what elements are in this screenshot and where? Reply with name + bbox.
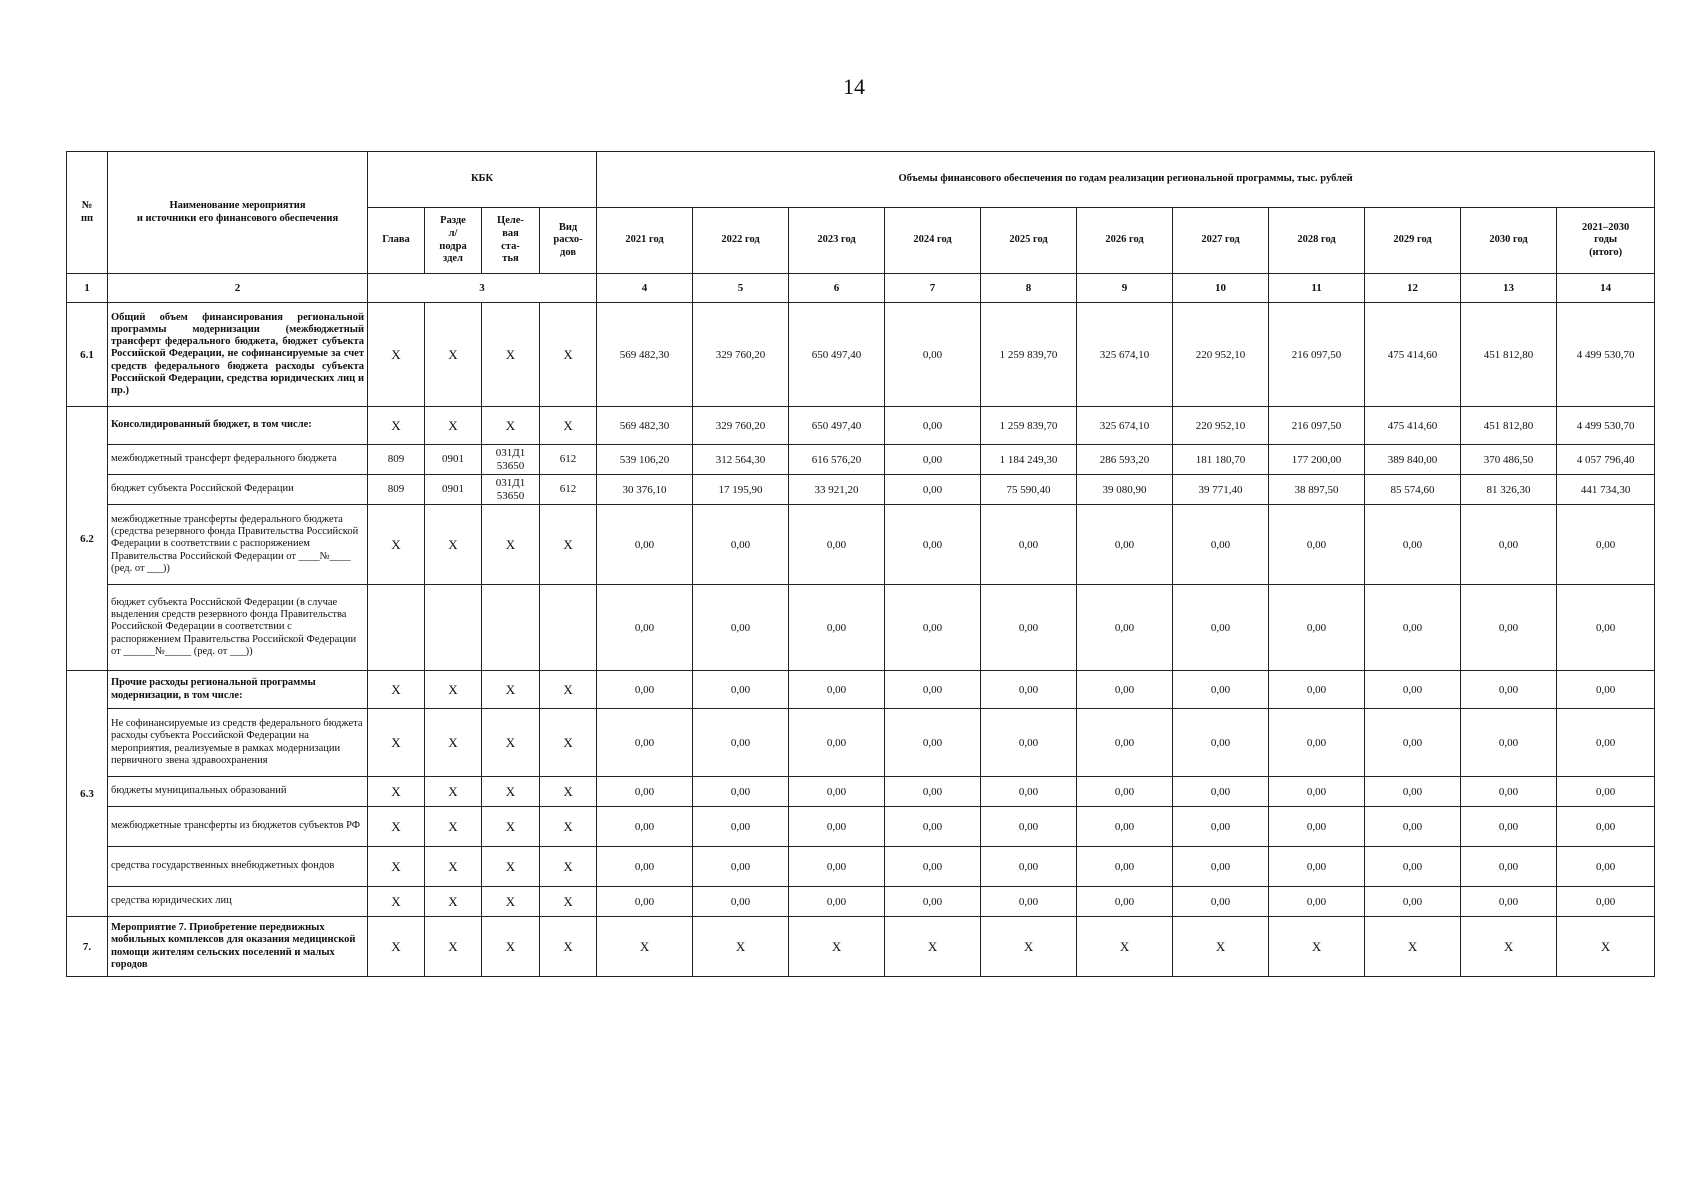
value-total: 0,00 bbox=[1557, 847, 1655, 887]
column-number: 6 bbox=[789, 274, 885, 303]
value-year: 0,00 bbox=[1461, 709, 1557, 777]
table-row bbox=[67, 807, 1655, 847]
row-name: средства государственных внебюджетных фондов bbox=[108, 847, 368, 887]
column-numbers-row bbox=[67, 274, 1655, 303]
value-year: 0,00 bbox=[789, 585, 885, 671]
header-vid: Вид расхо- дов bbox=[540, 208, 597, 274]
kbk-tselevaya: 031Д1 53650 bbox=[482, 475, 540, 505]
row-name: межбюджетные трансферты федерального бюджета (средства резервного фонда Правительства Российской Федерации в соответствии с распоряжением Правительства Российской Федерации от ____№____ (ред. от ___)) bbox=[108, 505, 368, 585]
value-year: 0,00 bbox=[1077, 807, 1173, 847]
value-year: 569 482,30 bbox=[597, 407, 693, 445]
column-number: 12 bbox=[1365, 274, 1461, 303]
column-number: 9 bbox=[1077, 274, 1173, 303]
kbk-glava: X bbox=[368, 303, 425, 407]
table-row bbox=[67, 847, 1655, 887]
value-year: 0,00 bbox=[1269, 807, 1365, 847]
value-year: 39 080,90 bbox=[1077, 475, 1173, 505]
value-year: 0,00 bbox=[1173, 709, 1269, 777]
value-total: 4 057 796,40 bbox=[1557, 445, 1655, 475]
value-year: 0,00 bbox=[1365, 585, 1461, 671]
value-year: 451 812,80 bbox=[1461, 407, 1557, 445]
value-year: X bbox=[1077, 917, 1173, 977]
kbk-vid: X bbox=[540, 887, 597, 917]
value-year: 220 952,10 bbox=[1173, 407, 1269, 445]
value-year: 0,00 bbox=[1365, 505, 1461, 585]
value-year: 0,00 bbox=[981, 505, 1077, 585]
value-year: 216 097,50 bbox=[1269, 303, 1365, 407]
financing-table bbox=[66, 151, 1654, 977]
kbk-vid: X bbox=[540, 917, 597, 977]
value-year: 0,00 bbox=[1461, 671, 1557, 709]
value-year: X bbox=[789, 917, 885, 977]
header-year: 2024 год bbox=[885, 208, 981, 274]
value-year: 0,00 bbox=[885, 671, 981, 709]
value-year: 220 952,10 bbox=[1173, 303, 1269, 407]
table-row bbox=[67, 671, 1655, 709]
value-year: 0,00 bbox=[981, 847, 1077, 887]
value-year: 0,00 bbox=[789, 777, 885, 807]
value-year: 0,00 bbox=[885, 585, 981, 671]
value-year: 0,00 bbox=[885, 505, 981, 585]
value-year: 0,00 bbox=[693, 505, 789, 585]
kbk-tselevaya: X bbox=[482, 917, 540, 977]
kbk-razdel: X bbox=[425, 671, 482, 709]
value-year: 0,00 bbox=[1461, 505, 1557, 585]
row-index: 7. bbox=[67, 917, 108, 977]
value-year: 0,00 bbox=[693, 847, 789, 887]
value-year: 0,00 bbox=[693, 887, 789, 917]
value-year: 177 200,00 bbox=[1269, 445, 1365, 475]
value-year: 0,00 bbox=[597, 807, 693, 847]
header-year: 2029 год bbox=[1365, 208, 1461, 274]
value-year: 0,00 bbox=[1269, 709, 1365, 777]
value-year: 325 674,10 bbox=[1077, 407, 1173, 445]
value-year: 0,00 bbox=[1365, 777, 1461, 807]
kbk-glava: 809 bbox=[368, 445, 425, 475]
value-total: 0,00 bbox=[1557, 709, 1655, 777]
value-year: 0,00 bbox=[1077, 585, 1173, 671]
kbk-vid: X bbox=[540, 777, 597, 807]
header-glava: Глава bbox=[368, 208, 425, 274]
value-year: 0,00 bbox=[1269, 505, 1365, 585]
value-year: 0,00 bbox=[1461, 807, 1557, 847]
kbk-glava: X bbox=[368, 671, 425, 709]
value-year: 0,00 bbox=[1173, 777, 1269, 807]
value-year: 85 574,60 bbox=[1365, 475, 1461, 505]
value-year: 0,00 bbox=[885, 407, 981, 445]
kbk-glava: X bbox=[368, 847, 425, 887]
column-number: 4 bbox=[597, 274, 693, 303]
value-year: 370 486,50 bbox=[1461, 445, 1557, 475]
page-number: 14 bbox=[843, 74, 865, 99]
value-year: 0,00 bbox=[1365, 887, 1461, 917]
value-year: X bbox=[1269, 917, 1365, 977]
kbk-razdel: X bbox=[425, 303, 482, 407]
value-year: 0,00 bbox=[693, 807, 789, 847]
header-razdel: Разде л/ подра здел bbox=[425, 208, 482, 274]
kbk-glava: X bbox=[368, 505, 425, 585]
table-row bbox=[67, 407, 1655, 445]
value-year: 1 259 839,70 bbox=[981, 407, 1077, 445]
value-year: 75 590,40 bbox=[981, 475, 1077, 505]
value-year: 0,00 bbox=[1461, 847, 1557, 887]
table-row bbox=[67, 917, 1655, 977]
kbk-razdel: X bbox=[425, 505, 482, 585]
kbk-vid: X bbox=[540, 807, 597, 847]
table-row bbox=[67, 777, 1655, 807]
value-year: 0,00 bbox=[885, 303, 981, 407]
kbk-razdel: X bbox=[425, 709, 482, 777]
value-year: 0,00 bbox=[597, 709, 693, 777]
column-number: 3 bbox=[368, 274, 597, 303]
kbk-razdel bbox=[425, 585, 482, 671]
value-year: 0,00 bbox=[1269, 777, 1365, 807]
value-year: 325 674,10 bbox=[1077, 303, 1173, 407]
header-year: 2027 год bbox=[1173, 208, 1269, 274]
value-year: 0,00 bbox=[789, 887, 885, 917]
row-index: 6.2 bbox=[67, 407, 108, 671]
row-index: 6.1 bbox=[67, 303, 108, 407]
column-number: 1 bbox=[67, 274, 108, 303]
value-year: 38 897,50 bbox=[1269, 475, 1365, 505]
kbk-vid: X bbox=[540, 709, 597, 777]
row-name: бюджет субъекта Российской Федерации bbox=[108, 475, 368, 505]
column-number: 10 bbox=[1173, 274, 1269, 303]
kbk-vid: 612 bbox=[540, 445, 597, 475]
table-row bbox=[67, 887, 1655, 917]
column-number: 11 bbox=[1269, 274, 1365, 303]
value-year: X bbox=[693, 917, 789, 977]
value-year: X bbox=[597, 917, 693, 977]
column-number: 8 bbox=[981, 274, 1077, 303]
kbk-razdel: 0901 bbox=[425, 475, 482, 505]
kbk-razdel: X bbox=[425, 807, 482, 847]
kbk-razdel: 0901 bbox=[425, 445, 482, 475]
value-year: 0,00 bbox=[885, 475, 981, 505]
value-year: 17 195,90 bbox=[693, 475, 789, 505]
header-volumes: Объемы финансового обеспечения по годам реализации региональной программы, тыс. рублей bbox=[597, 152, 1655, 208]
value-year: 0,00 bbox=[1077, 887, 1173, 917]
value-year: 0,00 bbox=[1077, 505, 1173, 585]
kbk-tselevaya: X bbox=[482, 303, 540, 407]
value-year: 451 812,80 bbox=[1461, 303, 1557, 407]
kbk-razdel: X bbox=[425, 407, 482, 445]
table-row bbox=[67, 445, 1655, 475]
header-year: 2025 год bbox=[981, 208, 1077, 274]
value-total: 0,00 bbox=[1557, 505, 1655, 585]
table-row bbox=[67, 303, 1655, 407]
value-year: 0,00 bbox=[1077, 709, 1173, 777]
value-year: 0,00 bbox=[981, 585, 1077, 671]
row-name: Общий объем финансирования региональной программы модернизации (межбюджетный трансферт федерального бюджета, бюджет субъекта Российской Федерации, не софинансируемые за счет средств федерального бюджета расходы субъекта Российской Федерации, средства юридических лиц и пр.) bbox=[108, 303, 368, 407]
kbk-tselevaya: X bbox=[482, 709, 540, 777]
kbk-razdel: X bbox=[425, 887, 482, 917]
table-row bbox=[67, 475, 1655, 505]
value-year: X bbox=[885, 917, 981, 977]
financing-table-grid bbox=[66, 151, 1655, 977]
value-year: 0,00 bbox=[885, 777, 981, 807]
kbk-glava: X bbox=[368, 709, 425, 777]
value-year: 0,00 bbox=[885, 887, 981, 917]
value-year: 0,00 bbox=[981, 807, 1077, 847]
value-year: 0,00 bbox=[981, 777, 1077, 807]
row-name: межбюджетные трансферты из бюджетов субъектов РФ bbox=[108, 807, 368, 847]
value-year: 0,00 bbox=[1269, 671, 1365, 709]
value-year: 0,00 bbox=[1173, 585, 1269, 671]
value-year: 0,00 bbox=[597, 585, 693, 671]
value-year: 569 482,30 bbox=[597, 303, 693, 407]
kbk-tselevaya: X bbox=[482, 807, 540, 847]
value-year: 216 097,50 bbox=[1269, 407, 1365, 445]
kbk-glava: 809 bbox=[368, 475, 425, 505]
value-year: X bbox=[1173, 917, 1269, 977]
value-year: 539 106,20 bbox=[597, 445, 693, 475]
kbk-razdel: X bbox=[425, 777, 482, 807]
value-year: 0,00 bbox=[1461, 777, 1557, 807]
row-index: 6.3 bbox=[67, 671, 108, 917]
value-year: 650 497,40 bbox=[789, 303, 885, 407]
value-year: 0,00 bbox=[789, 847, 885, 887]
kbk-glava: X bbox=[368, 807, 425, 847]
value-year: 0,00 bbox=[1269, 887, 1365, 917]
value-year: 0,00 bbox=[1461, 585, 1557, 671]
value-total: 441 734,30 bbox=[1557, 475, 1655, 505]
value-year: 0,00 bbox=[885, 445, 981, 475]
kbk-razdel: X bbox=[425, 847, 482, 887]
value-total: 4 499 530,70 bbox=[1557, 407, 1655, 445]
value-year: 39 771,40 bbox=[1173, 475, 1269, 505]
header-year: 2026 год bbox=[1077, 208, 1173, 274]
kbk-vid: X bbox=[540, 303, 597, 407]
row-name: Консолидированный бюджет, в том числе: bbox=[108, 407, 368, 445]
value-year: 81 326,30 bbox=[1461, 475, 1557, 505]
value-year: 0,00 bbox=[885, 847, 981, 887]
value-year: 0,00 bbox=[693, 671, 789, 709]
column-number: 2 bbox=[108, 274, 368, 303]
kbk-tselevaya: 031Д1 53650 bbox=[482, 445, 540, 475]
value-total: 0,00 bbox=[1557, 585, 1655, 671]
kbk-glava: X bbox=[368, 777, 425, 807]
value-year: 0,00 bbox=[1269, 847, 1365, 887]
kbk-tselevaya bbox=[482, 585, 540, 671]
value-year: X bbox=[981, 917, 1077, 977]
header-name: Наименование мероприятия и источники его финансового обеспечения bbox=[108, 152, 368, 274]
value-year: 0,00 bbox=[981, 709, 1077, 777]
value-year: 1 184 249,30 bbox=[981, 445, 1077, 475]
value-year: 0,00 bbox=[1173, 887, 1269, 917]
value-year: 0,00 bbox=[789, 807, 885, 847]
value-year: 0,00 bbox=[597, 887, 693, 917]
kbk-tselevaya: X bbox=[482, 671, 540, 709]
value-year: 0,00 bbox=[693, 777, 789, 807]
column-number: 5 bbox=[693, 274, 789, 303]
value-year: 0,00 bbox=[597, 671, 693, 709]
value-year: 181 180,70 bbox=[1173, 445, 1269, 475]
value-year: 0,00 bbox=[981, 671, 1077, 709]
value-year: 286 593,20 bbox=[1077, 445, 1173, 475]
value-year: X bbox=[1365, 917, 1461, 977]
header-year: 2021 год bbox=[597, 208, 693, 274]
kbk-glava bbox=[368, 585, 425, 671]
value-year: 0,00 bbox=[1173, 671, 1269, 709]
row-name: Не софинансируемые из средств федерального бюджета расходы субъекта Российской Федерации на мероприятия, реализуемые в рамках модернизации первичного звена здравоохранения bbox=[108, 709, 368, 777]
table-row bbox=[67, 505, 1655, 585]
value-total: X bbox=[1557, 917, 1655, 977]
kbk-vid bbox=[540, 585, 597, 671]
header-year: 2028 год bbox=[1269, 208, 1365, 274]
value-year: 616 576,20 bbox=[789, 445, 885, 475]
value-year: 650 497,40 bbox=[789, 407, 885, 445]
value-total: 0,00 bbox=[1557, 671, 1655, 709]
value-year: 0,00 bbox=[1077, 777, 1173, 807]
value-year: 0,00 bbox=[1173, 847, 1269, 887]
value-year: 30 376,10 bbox=[597, 475, 693, 505]
value-year: 0,00 bbox=[693, 585, 789, 671]
kbk-razdel: X bbox=[425, 917, 482, 977]
value-year: 0,00 bbox=[1077, 847, 1173, 887]
header-year: 2030 год bbox=[1461, 208, 1557, 274]
kbk-vid: X bbox=[540, 847, 597, 887]
value-year: 0,00 bbox=[1365, 807, 1461, 847]
kbk-vid: 612 bbox=[540, 475, 597, 505]
value-year: 475 414,60 bbox=[1365, 407, 1461, 445]
row-name: Мероприятие 7. Приобретение передвижных мобильных комплексов для оказания медицинской помощи жителям сельских поселений и малых городов bbox=[108, 917, 368, 977]
column-number: 14 bbox=[1557, 274, 1655, 303]
header-tselevaya: Целе- вая ста- тья bbox=[482, 208, 540, 274]
value-year: 329 760,20 bbox=[693, 303, 789, 407]
value-year: 0,00 bbox=[1077, 671, 1173, 709]
value-total: 4 499 530,70 bbox=[1557, 303, 1655, 407]
value-year: 0,00 bbox=[789, 671, 885, 709]
header-total: 2021–2030 годы (итого) bbox=[1557, 208, 1655, 274]
value-year: 1 259 839,70 bbox=[981, 303, 1077, 407]
value-year: 0,00 bbox=[981, 887, 1077, 917]
value-year: 0,00 bbox=[1269, 585, 1365, 671]
header-year: 2022 год bbox=[693, 208, 789, 274]
kbk-tselevaya: X bbox=[482, 505, 540, 585]
value-year: 0,00 bbox=[1365, 847, 1461, 887]
row-name: бюджеты муниципальных образований bbox=[108, 777, 368, 807]
value-year: 312 564,30 bbox=[693, 445, 789, 475]
kbk-glava: X bbox=[368, 407, 425, 445]
value-year: 0,00 bbox=[885, 807, 981, 847]
value-year: 0,00 bbox=[597, 505, 693, 585]
kbk-tselevaya: X bbox=[482, 777, 540, 807]
value-year: 389 840,00 bbox=[1365, 445, 1461, 475]
value-year: 0,00 bbox=[1173, 807, 1269, 847]
value-year: 0,00 bbox=[789, 709, 885, 777]
kbk-vid: X bbox=[540, 671, 597, 709]
value-year: 475 414,60 bbox=[1365, 303, 1461, 407]
value-year: X bbox=[1461, 917, 1557, 977]
kbk-glava: X bbox=[368, 917, 425, 977]
header-number: № пп bbox=[67, 152, 108, 274]
kbk-glava: X bbox=[368, 887, 425, 917]
value-year: 0,00 bbox=[1365, 709, 1461, 777]
kbk-vid: X bbox=[540, 505, 597, 585]
table-row bbox=[67, 709, 1655, 777]
column-number: 7 bbox=[885, 274, 981, 303]
value-total: 0,00 bbox=[1557, 807, 1655, 847]
value-year: 0,00 bbox=[1461, 887, 1557, 917]
row-name: бюджет субъекта Российской Федерации (в случае выделения средств резервного фонда Правительства Российской Федерации в соответствии с распоряжением Правительства Российской Федерации от ______№_____ (ред. от ___)) bbox=[108, 585, 368, 671]
header-year: 2023 год bbox=[789, 208, 885, 274]
value-year: 0,00 bbox=[789, 505, 885, 585]
value-year: 329 760,20 bbox=[693, 407, 789, 445]
value-year: 0,00 bbox=[597, 847, 693, 887]
value-year: 33 921,20 bbox=[789, 475, 885, 505]
value-year: 0,00 bbox=[1173, 505, 1269, 585]
value-year: 0,00 bbox=[597, 777, 693, 807]
table-body bbox=[67, 303, 1655, 977]
value-year: 0,00 bbox=[885, 709, 981, 777]
value-year: 0,00 bbox=[1365, 671, 1461, 709]
row-name: средства юридических лиц bbox=[108, 887, 368, 917]
row-name: Прочие расходы региональной программы модернизации, в том числе: bbox=[108, 671, 368, 709]
kbk-tselevaya: X bbox=[482, 887, 540, 917]
value-total: 0,00 bbox=[1557, 777, 1655, 807]
kbk-tselevaya: X bbox=[482, 847, 540, 887]
value-year: 0,00 bbox=[693, 709, 789, 777]
kbk-tselevaya: X bbox=[482, 407, 540, 445]
header-kbk: КБК bbox=[368, 152, 597, 208]
table-row bbox=[67, 585, 1655, 671]
column-number: 13 bbox=[1461, 274, 1557, 303]
value-total: 0,00 bbox=[1557, 887, 1655, 917]
row-name: межбюджетный трансферт федерального бюджета bbox=[108, 445, 368, 475]
kbk-vid: X bbox=[540, 407, 597, 445]
